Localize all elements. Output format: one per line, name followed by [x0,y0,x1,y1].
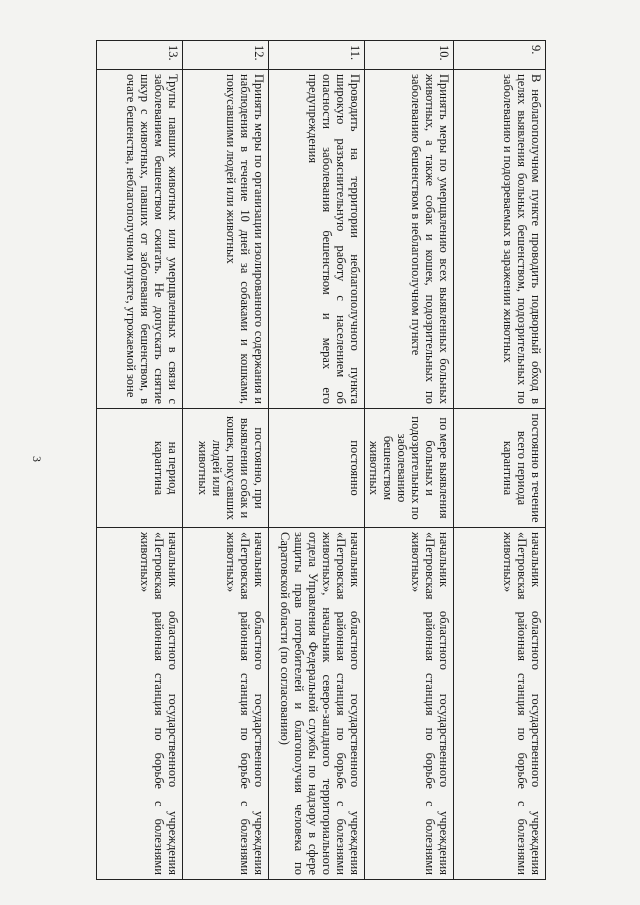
measure-cell: Принять меры по умерщвлению всех выявленных больных животных, а также собак и кошек, подозрительных по заболеванию бешенством в неблагополучном пункте [365,70,454,409]
responsible-cell: начальник областного государственного учреждения «Петровская районная станция по борьбе с болезнями животных» [97,528,183,880]
measure-cell: Трупы павших животных или умерщвленных в связи с заболеванием бешенством сжигать. Не допускать снятие шкур с животных, павших от заболевания бешенством, в очаге бешенства, неблагополучном пункте, угрожаемой зоне [97,70,183,409]
term-cell: постоянно [269,409,365,528]
row-number: 12. [183,41,269,70]
row-number: 10. [365,41,454,70]
table-row [454,41,546,880]
term-cell: постоянно в течение всего периода карантина [454,409,546,528]
responsible-cell: начальник областного государственного учреждения «Петровская районная станция по борьбе с болезнями животных» [183,528,269,880]
table-row [365,41,454,880]
responsible-cell: начальник областного государственного учреждения «Петровская районная станция по борьбе с болезнями животных», начальник северо-западного территориального отдела Управления Федеральной службы по надзору в сфере защиты прав потребителей и благополучия человека по Саратовской области (по согласованию) [269,528,365,880]
responsible-cell: начальник областного государственного учреждения «Петровская районная станция по борьбе с болезнями животных» [365,528,454,880]
rotated-table-wrapper [100,40,546,880]
table-row [183,41,269,880]
term-cell: по мере выявления больных и подозрительных по заболеванию бешенством животных [365,409,454,528]
measure-cell: Принять меры по организации изолированного содержания и наблюдения в течение 10 дней за собаками и кошками, покусавшими людей или животных [183,70,269,409]
measure-cell: В неблагополучном пункте проводить подворный обход в целях выявления больных бешенством, подозрительных по заболеванию и подозреваемых в заражении животных [454,70,546,409]
measure-cell: Проводить на территории неблагополучного пункта широкую разъяснительную работу с населением об опасности заболевания бешенством и мерах его предупреждения [269,70,365,409]
term-cell: постоянно, при выявлении собак и кошек, покусавших людей или животных [183,409,269,528]
row-number: 9. [454,41,546,70]
row-number: 13. [97,41,183,70]
responsible-cell: начальник областного государственного учреждения «Петровская районная станция по борьбе с болезнями животных» [454,528,546,880]
table-row [97,41,183,880]
term-cell: на период карантина [97,409,183,528]
table-row [269,41,365,880]
measures-table [96,40,546,880]
page-number: 3 [30,456,44,462]
row-number: 11. [269,41,365,70]
